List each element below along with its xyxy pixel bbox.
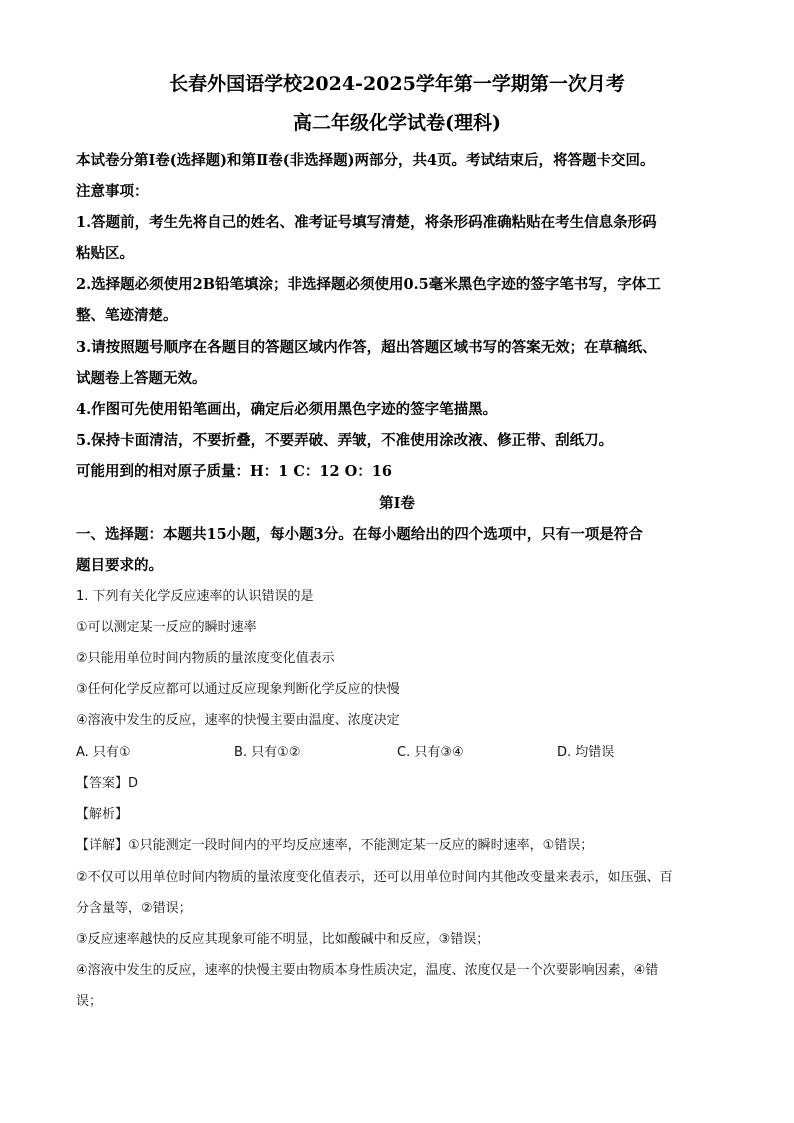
answer-line: 【答案】D [76, 776, 139, 791]
notice-item-2-line-2: 整、笔迹清楚。 [76, 307, 178, 324]
question-1-statement-4: ④溶液中发生的反应，速率的快慢主要由温度、浓度决定 [76, 713, 400, 728]
detail-line-1: 【详解】①只能测定一段时间内的平均反应速率，不能测定某一反应的瞬时速率，①错误； [76, 838, 594, 853]
detail-line-3: 分含量等，②错误； [76, 901, 192, 916]
notice-item-1-line-2: 粘贴区。 [76, 245, 134, 262]
notice-heading: 注意事项： [76, 183, 149, 200]
notice-item-2-line-1: 2.选择题必须使用2B铅笔填涂；非选择题必须使用0.5毫米黑色字迹的签字笔书写，字体工 [76, 276, 661, 293]
question-1-option-c: C. 只有③④ [397, 745, 464, 760]
question-1-stem: 1. 下列有关化学反应速率的认识错误的是 [76, 589, 314, 604]
detail-line-5: ④溶液中发生的反应，速率的快慢主要由物质本身性质决定，温度、浓度仅是一个次要影响因素，④错 [76, 963, 659, 978]
detail-line-2: ②不仅可以用单位时间内物质的量浓度变化值表示，还可以用单位时间内其他改变量来表示，如压强、百 [76, 870, 673, 885]
question-1-option-d: D. 均错误 [557, 745, 615, 760]
question-1-option-b: B. 只有①② [234, 745, 301, 760]
detail-line-6: 误； [76, 994, 103, 1009]
instructions-intro: 本试卷分第Ⅰ卷(选择题)和第Ⅱ卷(非选择题)两部分，共4页。考试结束后，将答题卡交回。 [76, 152, 655, 169]
notice-item-3-line-2: 试题卷上答题无效。 [76, 370, 207, 387]
notice-item-3-line-1: 3.请按照题号顺序在各题目的答题区域内作答，超出答题区域书写的答案无效；在草稿纸、 [76, 339, 657, 356]
analysis-label: 【解析】 [76, 807, 129, 822]
question-1-option-a: A. 只有① [76, 745, 131, 760]
section-heading-line-2: 题目要求的。 [76, 557, 163, 574]
notice-item-1-line-1: 1.答题前，考生先将自己的姓名、准考证号填写清楚，将条形码准确粘贴在考生信息条形码 [76, 214, 657, 231]
section-heading-line-1: 一、选择题：本题共15小题，每小题3分。在每小题给出的四个选项中，只有一项是符合 [76, 526, 643, 543]
notice-item-4: 4.作图可先使用铅笔画出，确定后必须用黑色字迹的签字笔描黑。 [76, 401, 498, 418]
notice-item-5: 5.保持卡面清洁，不要折叠，不要弄破、弄皱，不准使用涂改液、修正带、刮纸刀。 [76, 432, 614, 449]
question-1-statement-2: ②只能用单位时间内物质的量浓度变化值表示 [76, 651, 335, 666]
section-label: 第Ⅰ卷 [379, 495, 415, 512]
exam-subtitle: 高二年级化学试卷(理科) [293, 112, 501, 134]
detail-line-4: ③反应速率越快的反应其现象可能不明显，比如酸碱中和反应，③错误； [76, 932, 490, 947]
atomic-mass-note: 可能用到的相对原子质量：H：1 C：12 O：16 [76, 463, 392, 480]
question-1-statement-3: ③任何化学反应都可以通过反应现象判断化学反应的快慢 [76, 682, 400, 697]
question-1-statement-1: ①可以测定某一反应的瞬时速率 [76, 620, 257, 635]
exam-title: 长春外国语学校2024-2025学年第一学期第一次月考 [169, 73, 625, 95]
